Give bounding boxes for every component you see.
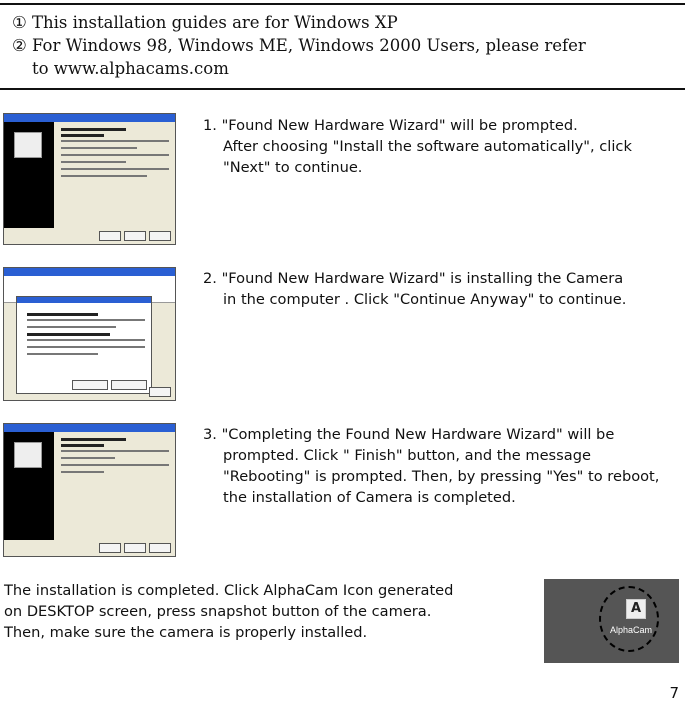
- completion-text: The installation is completed. Click AlphaCam Icon generated on DESKTOP screen, press snapshot button of the camera. Then, make sure the camera is properly installed.: [4, 582, 454, 641]
- wizard-screenshot-3: [3, 423, 176, 557]
- note-xp: ① This installation guides are for Windows XP: [12, 13, 398, 32]
- hardware-icon: [14, 442, 42, 468]
- alphacam-label: AlphaCam: [610, 625, 653, 635]
- hardware-icon: [14, 132, 42, 158]
- wizard-screenshot-2: [3, 267, 176, 401]
- step-1-text: 1. "Found New Hardware Wizard" will be prompted. After choosing "Install the software automatically", click "Next" to continue.: [203, 117, 632, 176]
- step-3-text: 3. "Completing the Found New Hardware Wizard" will be prompted. Click " Finish" button, and the message "Rebooting" is prompted. Then, by pressing "Yes" to reboot, the installation of Camera is completed.: [203, 426, 660, 506]
- bottom-rule: [0, 88, 685, 90]
- page-number: 7: [669, 684, 679, 702]
- note-other-os: ② For Windows 98, Windows ME, Windows 2000 Users, please refer: [12, 36, 586, 55]
- highlight-circle: [599, 586, 659, 652]
- note-url: to www.alphacams.com: [32, 59, 229, 78]
- alphacam-icon: A: [626, 599, 646, 619]
- step-2-text: 2. "Found New Hardware Wizard" is installing the Camera in the computer . Click "Continue Anyway" to continue.: [203, 270, 627, 308]
- top-rule: [0, 3, 685, 5]
- wizard-screenshot-1: [3, 113, 176, 245]
- desktop-screenshot: [544, 579, 679, 663]
